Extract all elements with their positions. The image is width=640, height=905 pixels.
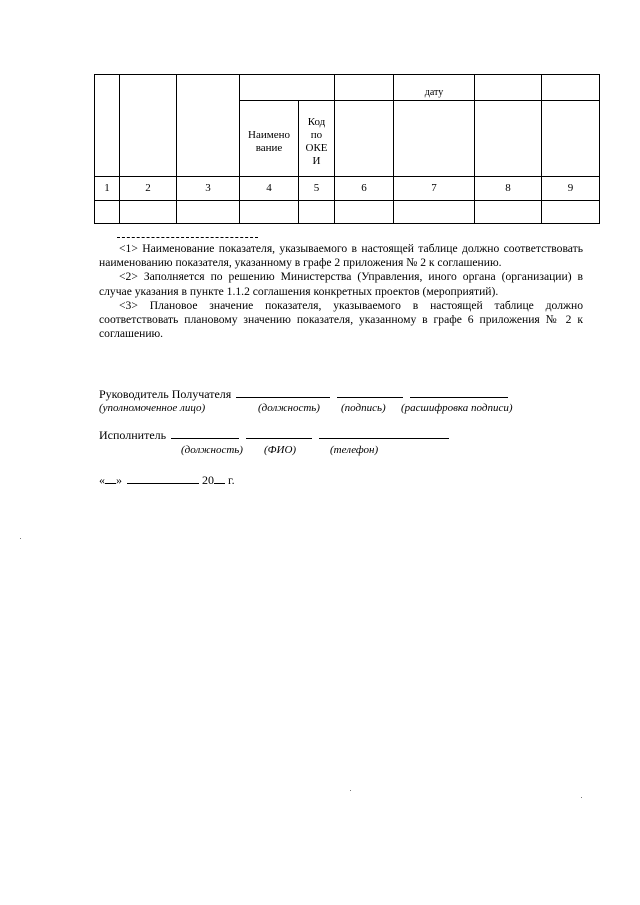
position-blank[interactable]	[236, 387, 330, 398]
date-quote-open: «	[99, 473, 105, 487]
table-cell	[177, 75, 240, 177]
executor-label: Исполнитель	[99, 428, 167, 442]
caption-executor-position: (должность)	[181, 444, 243, 456]
code-line: по	[310, 128, 323, 141]
column-number: 8	[475, 177, 542, 201]
code-line: И	[312, 154, 321, 167]
table-cell	[335, 75, 394, 101]
caption-signature: (подпись)	[341, 402, 386, 414]
scan-speck	[581, 797, 582, 798]
caption-executor-phone: (телефон)	[330, 444, 379, 456]
executor-phone-blank[interactable]	[319, 428, 449, 439]
column-number: 9	[542, 177, 600, 201]
table-cell	[475, 101, 542, 177]
indicator-table	[94, 74, 600, 224]
column-number: 7	[394, 177, 475, 201]
date-quote-close: »	[116, 473, 122, 487]
table-cell	[394, 101, 475, 177]
decryption-blank[interactable]	[410, 387, 508, 398]
column-number: 6	[335, 177, 394, 201]
date-line	[99, 473, 235, 487]
footnote-3: <3> Плановое значение показателя, указываемого в настоящей таблице должно соответствовать плановому значению показателя, указанному в графе 6 приложения № 2 к соглашению.	[99, 298, 583, 341]
column-number: 5	[299, 177, 335, 201]
head-signature-line	[99, 387, 508, 401]
caption-position: (должность)	[258, 402, 320, 414]
table-cell	[542, 101, 600, 177]
table-cell	[299, 201, 335, 224]
column-number-row	[95, 177, 600, 201]
table-cell	[95, 75, 120, 177]
footnote-separator	[117, 237, 258, 238]
table-cell	[335, 101, 394, 177]
column-number: 4	[240, 177, 299, 201]
scan-speck	[20, 538, 21, 539]
table-cell	[120, 75, 177, 177]
table-cell	[542, 201, 600, 224]
code-line: ОКЕ	[305, 141, 328, 154]
table-cell	[542, 75, 600, 101]
column-number: 1	[95, 177, 120, 201]
footnote-2: <2> Заполняется по решению Министерства (Управления, иного органа (организации) в случае указания в пункте 1.1.2 соглашения конкретных проектов (мероприятий).	[99, 270, 583, 298]
code-subheader	[299, 101, 335, 177]
year-blank[interactable]	[214, 473, 225, 484]
column-number: 2	[120, 177, 177, 201]
table-cell	[394, 201, 475, 224]
signature-blank[interactable]	[337, 387, 403, 398]
table-cell	[240, 201, 299, 224]
date-year-prefix: 20	[202, 473, 214, 487]
executor-signature-line	[99, 428, 449, 442]
footnote-1: <1> Наименование показателя, указываемого в настоящей таблице должно соответствовать наименованию показателя, указанному в графе 2 приложения № 2 к соглашению.	[99, 242, 583, 270]
caption-executor-name: (ФИО)	[264, 444, 297, 456]
date-year-suffix: г.	[228, 473, 235, 487]
table-cell	[335, 201, 394, 224]
table-cell	[475, 201, 542, 224]
name-subheader	[240, 101, 299, 177]
day-blank[interactable]	[105, 473, 116, 484]
table-cell	[240, 75, 335, 101]
name-subheader-label: Наимено вание	[248, 128, 290, 154]
table-header-row-1	[95, 75, 600, 101]
table-cell	[475, 75, 542, 101]
table-cell	[177, 201, 240, 224]
caption-authorized: (уполномоченное лицо)	[99, 402, 206, 414]
executor-name-blank[interactable]	[246, 428, 312, 439]
table-cell	[95, 201, 120, 224]
head-label: Руководитель Получателя	[99, 387, 232, 401]
scan-speck	[350, 790, 351, 791]
month-blank[interactable]	[127, 473, 199, 484]
table-row	[95, 201, 600, 224]
table-cell	[120, 201, 177, 224]
date-header-cell: дату	[394, 75, 475, 101]
code-line: Код	[307, 115, 326, 128]
executor-position-blank[interactable]	[171, 428, 239, 439]
column-number: 3	[177, 177, 240, 201]
caption-decryption: (расшифровка подписи)	[401, 402, 513, 414]
footnotes	[99, 242, 583, 341]
